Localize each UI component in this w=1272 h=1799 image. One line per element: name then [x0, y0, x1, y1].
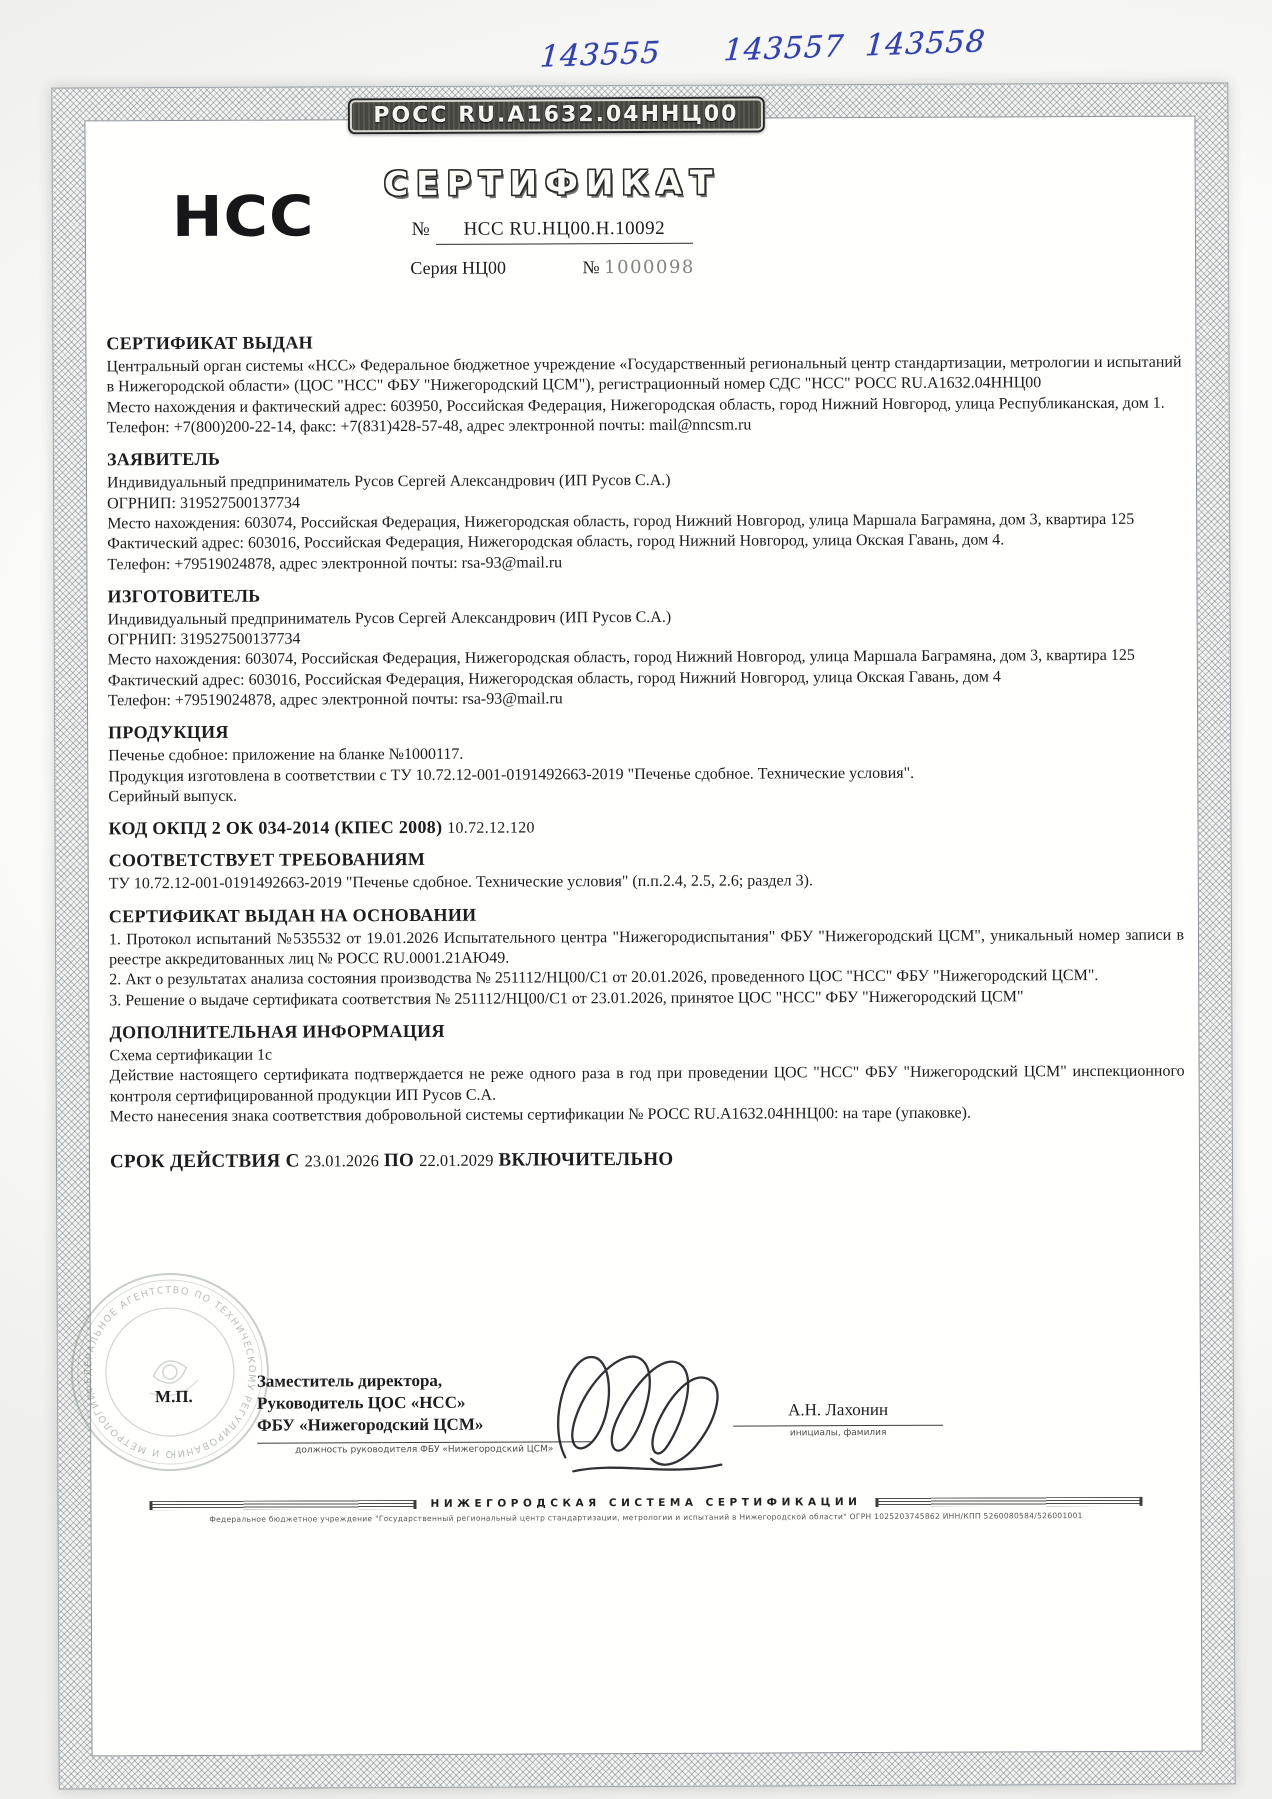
- section-applicant-heading: ЗАЯВИТЕЛЬ: [106, 449, 221, 470]
- section-issued: [106, 329, 1181, 439]
- validity-to-date: 22.01.2029: [419, 1150, 494, 1171]
- section-manufacturer-heading: ИЗГОТОВИТЕЛЬ: [107, 585, 261, 607]
- section-product-heading: ПРОДУКЦИЯ: [108, 722, 229, 743]
- signature-flourish: [543, 1325, 739, 1486]
- signer-position-line: ФБУ «Нижегородский ЦСМ»: [257, 1414, 484, 1435]
- stamp-place-label: М.П.: [154, 1386, 193, 1407]
- footer-fine-print: Федеральное бюджетное учреждение "Государственный региональный центр стандартизации, метрологии и испытаний в Нижегородской области" ОГРН 1025203745862 ИНН/КПП 5260080584/526001001: [209, 1511, 1083, 1524]
- paragraph: Место нанесения знака соответствия добровольной системы сертификации № РОСС RU.А1632.04ННЦ00: на таре (упаковке).: [109, 1104, 971, 1126]
- paragraph: 2. Акт о результатах анализа состояния производства № 251112/НЦ00/С1 от 20.01.2026, проведенного ЦОС "НСС" ФБУ "Нижегородский ЦСМ".: [109, 967, 1099, 989]
- guilloche-border: [51, 82, 1235, 1789]
- paragraph: Фактический адрес: 603016, Российская Федерация, Нижегородская область, город Нижний Новгород, улица Окская Гавань, дом 4.: [107, 531, 1005, 553]
- validity-inclusive-label: ВКЛЮЧИТЕЛЬНО: [498, 1148, 674, 1171]
- blank-number: [582, 257, 694, 277]
- certification-system-name: НИЖЕГОРОДСКАЯ СИСТЕМА СЕРТИФИКАЦИИ: [430, 1496, 862, 1510]
- body-text-column: [106, 329, 1185, 1174]
- registration-number-text: РОСС RU.А1632.04ННЦ00: [373, 101, 739, 129]
- paragraph: Телефон: +7(800)200-22-14, факс: +7(831)428-57-48, адрес электронной почты: mail@nncsm.ru: [106, 416, 752, 437]
- paragraph: Место нахождения и фактический адрес: 603950, Российская Федерация, Нижегородская область, город Нижний Новгород, улица Республиканская, дом 1.: [106, 394, 1165, 416]
- signer-position-caption: должность руководителя ФБУ «Нижегородский ЦСМ»: [257, 1441, 591, 1455]
- svg-text:ФЕДЕРАЛЬНОЕ АГЕНТСТВО ПО ТЕХНИ: [64, 1267, 275, 1478]
- validity-line: [110, 1147, 1185, 1174]
- paragraph: Центральный орган системы «НСС» Федеральное бюджетное учреждение «Государственный региональный центр стандартизации, метрологии и испытаний в Нижегородской области» (ЦОС "НСС" ФБУ "Нижегородский ЦСМ"), регистрационный номер СДС "НСС" РОСС RU.А1632.04ННЦ00: [106, 353, 1182, 396]
- paragraph: 3. Решение о выдаче сертификата соответствия № 251112/НЦ00/С1 от 23.01.2026, принятое ЦОС "НСС" ФБУ "Нижегородский ЦСМ": [109, 987, 1024, 1009]
- title-block: [0, 161, 1107, 281]
- ncc-logo: НСС: [171, 184, 315, 251]
- section-basis: [109, 901, 1184, 1011]
- section-product: [108, 718, 1183, 808]
- signer-name-caption: инициалы, фамилия: [789, 1427, 887, 1439]
- signer-name-block: [733, 1400, 943, 1439]
- certificate-number: НСС RU.НЦ00.Н.10092: [435, 218, 693, 245]
- certificate-page: [51, 82, 1235, 1789]
- section-basis-heading: СЕРТИФИКАТ ВЫДАН НА ОСНОВАНИИ: [108, 904, 477, 926]
- validity-from-date: 23.01.2026: [304, 1151, 379, 1171]
- certificate-number-line: [0, 216, 1107, 247]
- series-value: НЦ00: [461, 257, 507, 278]
- signer-position-line: Руководитель ЦОС «НСС»: [256, 1392, 466, 1413]
- paragraph: Индивидуальный предприниматель Русов Сергей Александрович (ИП Русов С.А.): [107, 608, 672, 629]
- paragraph: Место нахождения: 603074, Российская Федерация, Нижегородская область, город Нижний Новгород, улица Маршала Баграмяна, дом 3, квартира 125: [107, 510, 1135, 533]
- handwritten-numbers: 143555 143557 143558: [538, 24, 987, 75]
- paragraph: Индивидуальный предприниматель Русов Сергей Александрович (ИП Русов С.А.): [106, 472, 671, 492]
- certificate-title: СЕРТИФИКАТ: [383, 162, 721, 204]
- section-applicant: [107, 445, 1183, 575]
- section-additional-heading: ДОПОЛНИТЕЛЬНАЯ ИНФОРМАЦИЯ: [109, 1020, 445, 1043]
- paragraph: 1. Протокол испытаний №535532 от 19.01.2026 Испытательного центра "Нижегородиспытания" ФБУ "Нижегородский ЦСМ", уникальный номер записи в реестре аккредитованных лиц № РОСС RU.0001.21АЮ49.: [108, 926, 1185, 969]
- round-stamp-icon: [64, 1267, 275, 1478]
- number-sign: №: [411, 218, 431, 241]
- signer-name: А.Н. Лахонин: [733, 1400, 943, 1427]
- series-label: Серия: [410, 257, 458, 279]
- registration-number-banner: [347, 96, 764, 134]
- paragraph: Фактический адрес: 603016, Российская Федерация, Нижегородская область, город Нижний Новгород, улица Окская Гавань, дом 4: [107, 668, 1001, 690]
- section-requirements: [109, 846, 1184, 895]
- paragraph: Продукция изготовлена в соответствии с ТУ 10.72.12-001-0191492663-2019 "Печенье сдобное. Технические условия".: [108, 764, 915, 786]
- validity-from-label: СРОК ДЕЙСТВИЯ С: [109, 1150, 300, 1173]
- paragraph: ТУ 10.72.12-001-0191492663-2019 "Печенье сдобное. Технические условия" (п.п.2.4, 2.5, 2.6; раздел 3).: [108, 872, 813, 893]
- section-manufacturer: [107, 581, 1183, 711]
- okpd-label: КОД ОКПД 2 ОК 034-2014 (КПЕС 2008): [108, 817, 443, 839]
- signer-position-block: [257, 1369, 591, 1456]
- paragraph: ОГРНИП: 319527500137734: [107, 494, 300, 512]
- series-line: [0, 255, 1107, 281]
- okpd-code: 10.72.12.120: [447, 819, 535, 838]
- paragraph: Печенье сдобное: приложение на бланке №1000117.: [108, 746, 464, 765]
- strip-ornament-left: [149, 1499, 416, 1509]
- certificate-inner: [82, 101, 1202, 1757]
- blank-number-value: 1000098: [604, 256, 695, 279]
- blank-number-sign: №: [582, 257, 600, 278]
- section-issued-heading: СЕРТИФИКАТ ВЫДАН: [106, 332, 313, 354]
- section-okpd-heading: [108, 814, 1183, 840]
- section-requirements-heading: СООТВЕТСТВУЕТ ТРЕБОВАНИЯМ: [108, 849, 426, 871]
- validity-to-label: ПО: [383, 1150, 415, 1172]
- signature-area: [82, 1259, 1186, 1574]
- section-additional: [109, 1018, 1184, 1128]
- paragraph: Телефон: +79519024878, адрес электронной почты: rsa-93@mail.ru: [107, 553, 563, 573]
- paragraph: Действие настоящего сертификата подтверждается не реже одного раза в год при проведении ЦОС "НСС" ФБУ "Нижегородский ЦСМ" инспекционного контроля сертифицированной продукции ИП Русов С.А.: [109, 1062, 1185, 1105]
- section-okpd: [108, 814, 1183, 840]
- paragraph: Схема сертификации 1с: [109, 1046, 273, 1065]
- strip-ornament-right: [875, 1496, 1142, 1506]
- stamp-ring-text: ФЕДЕРАЛЬНОЕ АГЕНТСТВО ПО ТЕХНИЧЕСКОМУ РЕГУЛИРОВАНИЮ И МЕТРОЛОГИИ: [82, 1285, 257, 1460]
- certification-system-strip: [149, 1495, 1142, 1524]
- paragraph: Серийный выпуск.: [108, 787, 238, 806]
- paragraph: Телефон: +79519024878, адрес электронной почты: rsa-93@mail.ru: [107, 690, 563, 710]
- signer-position-line: Заместитель директора,: [256, 1370, 443, 1391]
- paragraph: ОГРНИП: 319527500137734: [107, 630, 301, 649]
- paragraph: Место нахождения: 603074, Российская Федерация, Нижегородская область, город Нижний Новгород, улица Маршала Баграмяна, дом 3, квартира 125: [107, 647, 1135, 669]
